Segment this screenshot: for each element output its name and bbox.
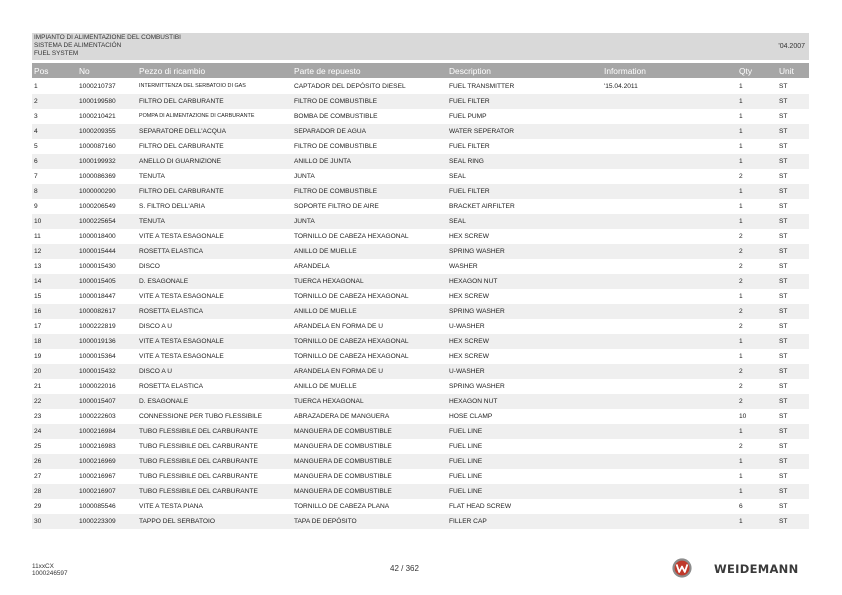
row-italian-name: TENUTA	[139, 173, 165, 180]
table-row	[32, 199, 809, 214]
weidemann-logo-icon	[672, 558, 692, 578]
row-description: SEAL	[449, 218, 466, 225]
row-part-number: 1000222603	[79, 413, 116, 420]
row-italian-name: TUBO FLESSIBILE DEL CARBURANTE	[139, 488, 258, 495]
row-part-number: 1000216967	[79, 473, 116, 480]
row-description: FILLER CAP	[449, 518, 487, 525]
row-italian-name: S. FILTRO DELL'ARIA	[139, 203, 205, 210]
row-italian-name: VITE A TESTA ESAGONALE	[139, 353, 224, 360]
row-unit: ST	[779, 368, 788, 375]
table-row	[32, 229, 809, 244]
row-part-number: 1000216984	[79, 428, 116, 435]
row-part-number: 1000000290	[79, 188, 116, 195]
row-part-number: 1000015432	[79, 368, 116, 375]
row-italian-name: VITE A TESTA ESAGONALE	[139, 233, 224, 240]
row-description: SPRING WASHER	[449, 248, 505, 255]
row-description: HOSE CLAMP	[449, 413, 493, 420]
row-unit: ST	[779, 353, 788, 360]
row-unit: ST	[779, 428, 788, 435]
column-description: Description	[449, 66, 491, 76]
row-part-number: 1000082617	[79, 308, 116, 315]
row-unit: ST	[779, 488, 788, 495]
page-number: 42 / 362	[390, 564, 419, 573]
row-description: HEXAGON NUT	[449, 398, 498, 405]
row-qty: 2	[739, 443, 743, 450]
row-pos: 26	[34, 458, 42, 465]
row-description: SPRING WASHER	[449, 383, 505, 390]
column-spanish: Parte de repuesto	[294, 66, 361, 76]
row-qty: 2	[739, 308, 743, 315]
table-row	[32, 514, 809, 529]
row-part-number: 1000015364	[79, 353, 116, 360]
table-row	[32, 289, 809, 304]
row-part-number: 1000225654	[79, 218, 116, 225]
row-description: FUEL TRANSMITTER	[449, 83, 515, 90]
row-qty: 6	[739, 503, 743, 510]
row-part-number: 1000015444	[79, 248, 116, 255]
row-spanish-name: TUERCA HEXAGONAL	[294, 278, 364, 285]
column-qty: Qty	[739, 66, 753, 76]
row-pos: 22	[34, 398, 42, 405]
row-pos: 17	[34, 323, 42, 330]
row-spanish-name: ANILLO DE MUELLE	[294, 383, 357, 390]
row-spanish-name: ANILLO DE MUELLE	[294, 248, 357, 255]
row-description: SPRING WASHER	[449, 308, 505, 315]
row-spanish-name: MANGUERA DE COMBUSTIBLE	[294, 473, 392, 480]
row-description: SEAL RING	[449, 158, 484, 165]
row-qty: 2	[739, 368, 743, 375]
footer-model-info	[32, 563, 68, 577]
row-pos: 20	[34, 368, 42, 375]
row-spanish-name: MANGUERA DE COMBUSTIBLE	[294, 428, 392, 435]
row-spanish-name: ANILLO DE MUELLE	[294, 308, 357, 315]
row-unit: ST	[779, 83, 788, 90]
column-no: No	[79, 66, 90, 76]
row-description: FUEL LINE	[449, 488, 483, 495]
row-description: FUEL PUMP	[449, 113, 487, 120]
row-spanish-name: MANGUERA DE COMBUSTIBLE	[294, 443, 392, 450]
table-row	[32, 259, 809, 274]
row-unit: ST	[779, 443, 788, 450]
row-spanish-name: ANILLO DE JUNTA	[294, 158, 352, 165]
row-spanish-name: TORNILLO DE CABEZA HEXAGONAL	[294, 353, 409, 360]
title-line-spanish: SISTEMA DE ALIMENTACIÓN	[34, 42, 122, 49]
row-description: FUEL FILTER	[449, 143, 490, 150]
row-qty: 1	[739, 338, 743, 345]
row-part-number: 1000216969	[79, 458, 116, 465]
row-pos: 3	[34, 113, 38, 120]
table-row	[32, 79, 809, 94]
row-unit: ST	[779, 518, 788, 525]
row-unit: ST	[779, 458, 788, 465]
row-italian-name: DISCO A U	[139, 323, 172, 330]
row-italian-name: DISCO	[139, 263, 160, 270]
row-description: WASHER	[449, 263, 478, 270]
row-part-number: 1000018400	[79, 233, 116, 240]
table-row	[32, 409, 809, 424]
row-pos: 25	[34, 443, 42, 450]
row-italian-name: VITE A TESTA PIANA	[139, 503, 203, 510]
row-spanish-name: TORNILLO DE CABEZA HEXAGONAL	[294, 233, 409, 240]
row-qty: 1	[739, 488, 743, 495]
row-pos: 13	[34, 263, 42, 270]
row-pos: 12	[34, 248, 42, 255]
row-pos: 27	[34, 473, 42, 480]
row-unit: ST	[779, 473, 788, 480]
row-pos: 8	[34, 188, 38, 195]
row-unit: ST	[779, 293, 788, 300]
row-unit: ST	[779, 398, 788, 405]
column-pos: Pos	[34, 66, 49, 76]
row-spanish-name: TUERCA HEXAGONAL	[294, 398, 364, 405]
row-qty: 1	[739, 473, 743, 480]
row-italian-name: D. ESAGONALE	[139, 278, 189, 285]
row-description: WATER SEPERATOR	[449, 128, 514, 135]
table-row	[32, 304, 809, 319]
column-information: Information	[604, 66, 646, 76]
row-italian-name: TAPPO DEL SERBATOIO	[139, 518, 215, 525]
row-spanish-name: FILTRO DE COMBUSTIBLE	[294, 143, 378, 150]
row-pos: 10	[34, 218, 42, 225]
row-spanish-name: MANGUERA DE COMBUSTIBLE	[294, 458, 392, 465]
row-unit: ST	[779, 143, 788, 150]
row-unit: ST	[779, 158, 788, 165]
row-part-number: 1000015405	[79, 278, 116, 285]
row-pos: 11	[34, 233, 41, 240]
row-description: FUEL LINE	[449, 473, 483, 480]
table-row	[32, 454, 809, 469]
title-line-italian: IMPIANTO DI ALIMENTAZIONE DEL COMBUSTIBI	[34, 34, 181, 41]
row-unit: ST	[779, 308, 788, 315]
row-pos: 6	[34, 158, 38, 165]
table-row	[32, 124, 809, 139]
row-qty: 1	[739, 128, 743, 135]
row-unit: ST	[779, 173, 788, 180]
row-qty: 1	[739, 218, 743, 225]
row-description: FUEL LINE	[449, 458, 483, 465]
row-pos: 4	[34, 128, 38, 135]
row-description: FLAT HEAD SCREW	[449, 503, 512, 510]
row-spanish-name: JUNTA	[294, 173, 315, 180]
table-row	[32, 244, 809, 259]
row-part-number: 1000018447	[79, 293, 116, 300]
row-italian-name: TUBO FLESSIBILE DEL CARBURANTE	[139, 458, 258, 465]
row-part-number: 1000216983	[79, 443, 116, 450]
row-part-number: 1000087160	[79, 143, 116, 150]
table-row	[32, 394, 809, 409]
row-description: SEAL	[449, 173, 466, 180]
row-spanish-name: TORNILLO DE CABEZA HEXAGONAL	[294, 293, 409, 300]
table-row	[32, 154, 809, 169]
row-unit: ST	[779, 188, 788, 195]
table-row	[32, 214, 809, 229]
row-description: FUEL FILTER	[449, 98, 490, 105]
row-italian-name: DISCO A U	[139, 368, 172, 375]
row-qty: 1	[739, 188, 743, 195]
model-code: 11xxCX	[32, 563, 54, 570]
row-italian-name: CONNESSIONE PER TUBO FLESSIBILE	[139, 413, 262, 420]
row-description: HEX SCREW	[449, 353, 489, 360]
row-italian-name: TENUTA	[139, 218, 165, 225]
row-part-number: 1000209355	[79, 128, 116, 135]
row-part-number: 1000019136	[79, 338, 116, 345]
row-spanish-name: SEPARADOR DE AGUA	[294, 128, 367, 135]
table-row	[32, 274, 809, 289]
brand-logo	[672, 558, 812, 580]
row-part-number: 1000199580	[79, 98, 116, 105]
row-spanish-name: ARANDELA EN FORMA DE U	[294, 323, 384, 330]
row-part-number: 1000206549	[79, 203, 116, 210]
row-unit: ST	[779, 218, 788, 225]
table-row	[32, 184, 809, 199]
row-description: HEX SCREW	[449, 293, 489, 300]
row-part-number: 1000222819	[79, 323, 116, 330]
row-part-number: 1000199932	[79, 158, 116, 165]
table-header	[32, 63, 809, 78]
table-row	[32, 334, 809, 349]
row-qty: 2	[739, 398, 743, 405]
row-part-number: 1000210421	[79, 113, 116, 120]
row-pos: 18	[34, 338, 42, 345]
table-row	[32, 469, 809, 484]
brand-name: WEIDEMANN	[714, 562, 799, 576]
row-part-number: 1000085546	[79, 503, 116, 510]
row-qty: 2	[739, 248, 743, 255]
row-italian-name: ROSETTA ELASTICA	[139, 248, 203, 255]
row-part-number: 1000022016	[79, 383, 116, 390]
row-qty: 1	[739, 143, 743, 150]
row-information: '15.04.2011	[604, 83, 638, 90]
row-qty: 1	[739, 458, 743, 465]
row-italian-name: ROSETTA ELASTICA	[139, 383, 203, 390]
row-unit: ST	[779, 113, 788, 120]
row-spanish-name: SOPORTE FILTRO DE AIRE	[294, 203, 379, 210]
row-unit: ST	[779, 278, 788, 285]
row-qty: 1	[739, 83, 743, 90]
row-description: HEXAGON NUT	[449, 278, 498, 285]
table-row	[32, 169, 809, 184]
row-italian-name: VITE A TESTA ESAGONALE	[139, 338, 224, 345]
row-italian-name: D. ESAGONALE	[139, 398, 189, 405]
row-description: HEX SCREW	[449, 338, 489, 345]
document-header	[32, 33, 809, 60]
column-unit: Unit	[779, 66, 794, 76]
row-unit: ST	[779, 98, 788, 105]
row-qty: 1	[739, 98, 743, 105]
row-spanish-name: BOMBA DE COMBUSTIBLE	[294, 113, 378, 120]
table-row	[32, 499, 809, 514]
row-unit: ST	[779, 413, 788, 420]
row-spanish-name: JUNTA	[294, 218, 315, 225]
row-qty: 1	[739, 353, 743, 360]
row-italian-name: ROSETTA ELASTICA	[139, 308, 203, 315]
row-unit: ST	[779, 233, 788, 240]
row-pos: 9	[34, 203, 38, 210]
row-italian-name: POMPA DI ALIMENTAZIONE DI CARBURANTE	[139, 113, 255, 119]
row-qty: 1	[739, 113, 743, 120]
table-row	[32, 319, 809, 334]
row-pos: 5	[34, 143, 38, 150]
row-spanish-name: ABRAZADERA DE MANGUERA	[294, 413, 390, 420]
table-row	[32, 139, 809, 154]
row-part-number: 1000015407	[79, 398, 116, 405]
row-spanish-name: TORNILLO DE CABEZA HEXAGONAL	[294, 338, 409, 345]
row-qty: 2	[739, 263, 743, 270]
row-part-number: 1000216907	[79, 488, 116, 495]
row-qty: 2	[739, 173, 743, 180]
section-title	[34, 34, 181, 58]
row-qty: 1	[739, 158, 743, 165]
row-italian-name: TUBO FLESSIBILE DEL CARBURANTE	[139, 443, 258, 450]
row-qty: 2	[739, 233, 743, 240]
row-pos: 23	[34, 413, 42, 420]
row-unit: ST	[779, 128, 788, 135]
row-qty: 1	[739, 428, 743, 435]
row-qty: 1	[739, 293, 743, 300]
row-description: FUEL LINE	[449, 443, 483, 450]
row-unit: ST	[779, 383, 788, 390]
table-row	[32, 94, 809, 109]
row-pos: 14	[34, 278, 42, 285]
row-part-number: 1000223309	[79, 518, 116, 525]
row-italian-name: ANELLO DI GUARNIZIONE	[139, 158, 222, 165]
row-spanish-name: FILTRO DE COMBUSTIBLE	[294, 188, 378, 195]
row-unit: ST	[779, 338, 788, 345]
row-qty: 2	[739, 278, 743, 285]
title-line-english: FUEL SYSTEM	[34, 50, 79, 57]
table-row	[32, 424, 809, 439]
row-pos: 30	[34, 518, 42, 525]
row-unit: ST	[779, 263, 788, 270]
document-number: 1000246597	[32, 570, 68, 577]
row-qty: 1	[739, 518, 743, 525]
row-unit: ST	[779, 203, 788, 210]
row-spanish-name: ARANDELA	[294, 263, 330, 270]
table-row	[32, 349, 809, 364]
row-unit: ST	[779, 248, 788, 255]
row-italian-name: TUBO FLESSIBILE DEL CARBURANTE	[139, 473, 258, 480]
table-row	[32, 109, 809, 124]
row-pos: 19	[34, 353, 42, 360]
row-italian-name: FILTRO DEL CARBURANTE	[139, 98, 224, 105]
row-qty: 10	[739, 413, 747, 420]
row-spanish-name: MANGUERA DE COMBUSTIBLE	[294, 488, 392, 495]
column-italian: Pezzo di ricambio	[139, 66, 206, 76]
table-row	[32, 364, 809, 379]
row-italian-name: FILTRO DEL CARBURANTE	[139, 188, 224, 195]
row-pos: 29	[34, 503, 42, 510]
row-pos: 1	[34, 83, 38, 90]
row-italian-name: TUBO FLESSIBILE DEL CARBURANTE	[139, 428, 258, 435]
row-pos: 2	[34, 98, 38, 105]
row-spanish-name: FILTRO DE COMBUSTIBLE	[294, 98, 378, 105]
row-pos: 7	[34, 173, 38, 180]
row-description: U-WASHER	[449, 323, 485, 330]
row-unit: ST	[779, 323, 788, 330]
row-pos: 15	[34, 293, 42, 300]
row-qty: 2	[739, 323, 743, 330]
row-pos: 28	[34, 488, 42, 495]
row-spanish-name: ARANDELA EN FORMA DE U	[294, 368, 384, 375]
row-spanish-name: TAPA DE DEPÓSITO	[294, 518, 357, 525]
table-row	[32, 379, 809, 394]
row-unit: ST	[779, 503, 788, 510]
row-italian-name: VITE A TESTA ESAGONALE	[139, 293, 224, 300]
row-part-number: 1000015430	[79, 263, 116, 270]
row-qty: 1	[739, 203, 743, 210]
document-date: '04.2007	[778, 43, 805, 50]
row-description: U-WASHER	[449, 368, 485, 375]
row-spanish-name: TORNILLO DE CABEZA PLANA	[294, 503, 390, 510]
row-italian-name: FILTRO DEL CARBURANTE	[139, 143, 224, 150]
row-pos: 16	[34, 308, 42, 315]
parts-table-body	[32, 79, 809, 529]
row-italian-name: SEPARATORE DELL'ACQUA	[139, 128, 227, 135]
table-row	[32, 484, 809, 499]
row-description: HEX SCREW	[449, 233, 489, 240]
row-description: FUEL FILTER	[449, 188, 490, 195]
row-part-number: 1000210737	[79, 83, 116, 90]
row-spanish-name: CAPTADOR DEL DEPÓSITO DIESEL	[294, 83, 406, 90]
row-pos: 24	[34, 428, 42, 435]
table-row	[32, 439, 809, 454]
row-description: FUEL LINE	[449, 428, 483, 435]
row-part-number: 1000086369	[79, 173, 116, 180]
row-pos: 21	[34, 383, 42, 390]
row-description: BRACKET AIRFILTER	[449, 203, 515, 210]
row-italian-name: INTERMITTENZA DEL SERBATOIO DI GAS	[139, 83, 246, 89]
row-qty: 2	[739, 383, 743, 390]
